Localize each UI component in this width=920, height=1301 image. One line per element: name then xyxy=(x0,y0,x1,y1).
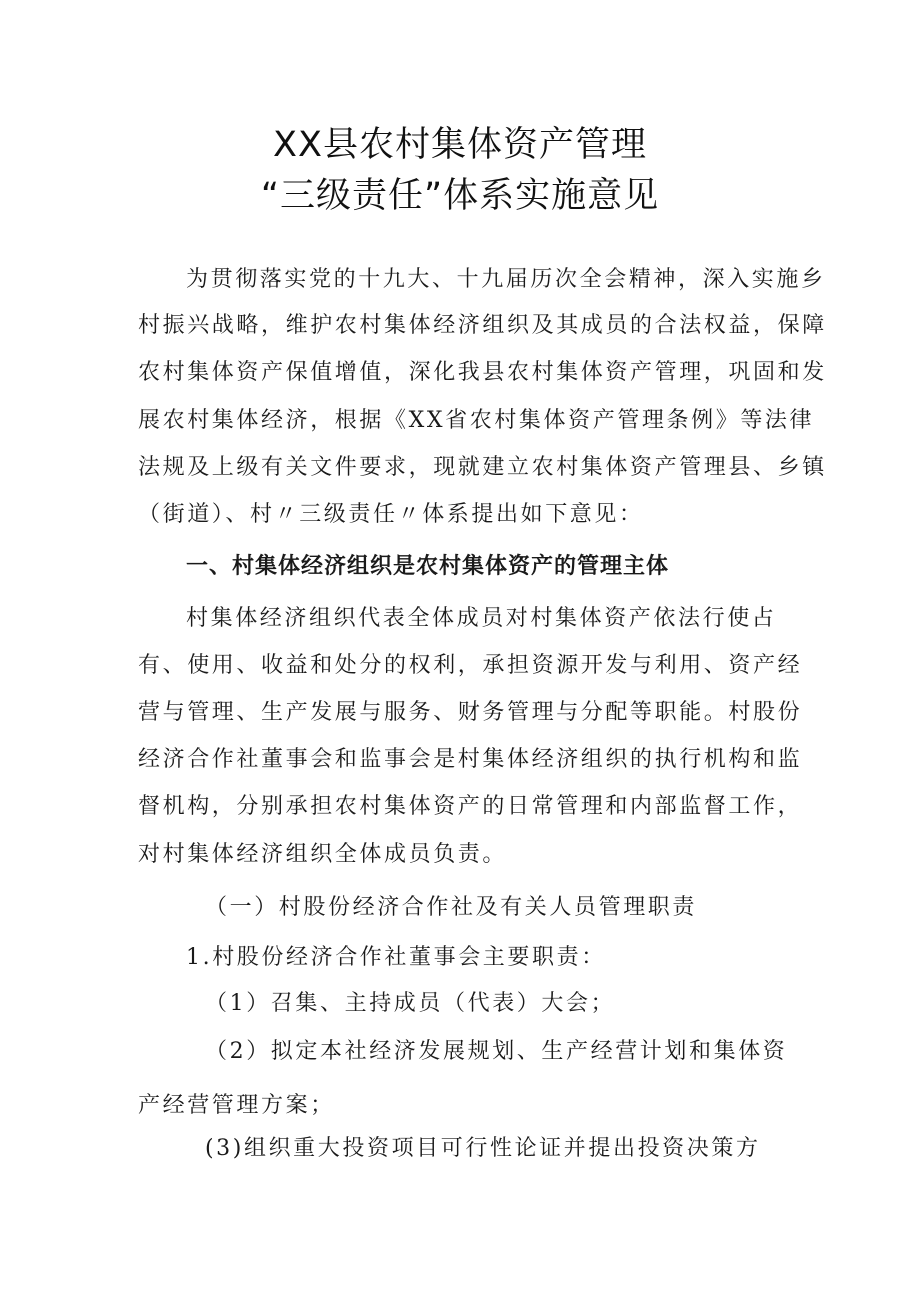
paragraph-line: 营与管理、生产发展与服务、财务管理与分配等职能。村股份 xyxy=(138,700,803,725)
paragraph-line: （街道）、村〃三级责任〃体系提出如下意见： xyxy=(138,502,644,527)
paragraph-line: 为贯彻落实党的十九大、十九届历次全会精神，深入实施乡 xyxy=(186,267,826,292)
paragraph-line: 村振兴战略，维护农村集体经济组织及其成员的合法权益，保障 xyxy=(138,313,827,338)
list-item: （1）召集、主持成员（代表）大会； xyxy=(205,991,616,1016)
paragraph-line: 展农村集体经济，根据《XX省农村集体资产管理条例》等法律 xyxy=(138,408,815,433)
list-item: (3)组织重大投资项目可行性论证并提出投资决策方 xyxy=(205,1136,761,1161)
list-item: 1.村股份经济合作社董事会主要职责： xyxy=(186,945,606,970)
paragraph-line: 村集体经济组织代表全体成员对村集体资产依法行使占 xyxy=(186,606,777,631)
paragraph-line: 有、使用、收益和处分的权利，承担资源开发与利用、资产经 xyxy=(138,653,803,678)
paragraph-line: 经济合作社董事会和监事会是村集体经济组织的执行机构和监 xyxy=(138,747,803,772)
document-title-line2: “三级责任”体系实施意见 xyxy=(260,176,660,216)
list-item: （2）拟定本社经济发展规划、生产经营计划和集体资 xyxy=(205,1039,788,1064)
subsection-heading: （一）村股份经济合作社及有关人员管理职责 xyxy=(205,895,698,920)
document-title-line1: XX县农村集体资产管理 xyxy=(273,125,647,165)
section-heading: 一、村集体经济组织是农村集体资产的管理主体 xyxy=(186,554,670,579)
list-item-continuation: 产经营管理方案； xyxy=(138,1093,335,1118)
paragraph-line: 督机构，分别承担农村集体资产的日常管理和内部监督工作， xyxy=(138,794,803,819)
paragraph-line: 农村集体资产保值增值，深化我县农村集体资产管理，巩固和发 xyxy=(138,360,827,385)
paragraph-line: 法规及上级有关文件要求，现就建立农村集体资产管理县、乡镇 xyxy=(138,455,827,480)
paragraph-line: 对村集体经济组织全体成员负责。 xyxy=(138,842,508,867)
